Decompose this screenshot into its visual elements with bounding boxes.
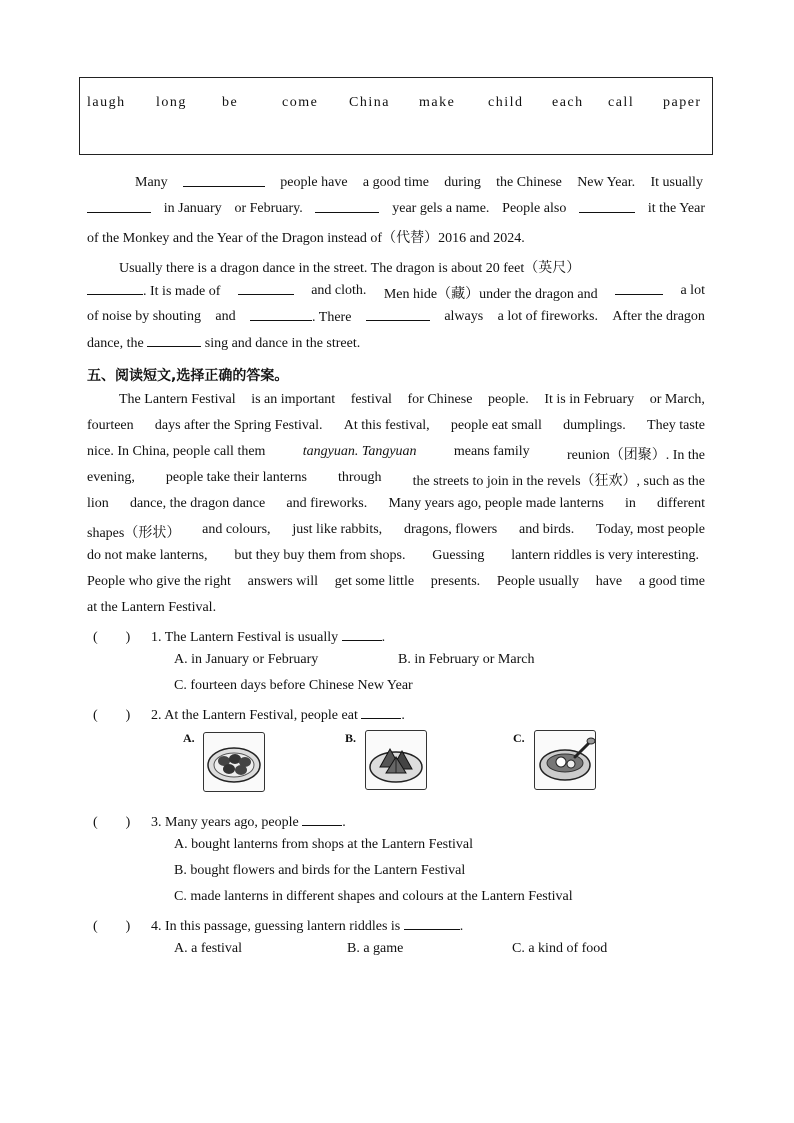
cloze-line: Usually there is a dragon dance in the street. The dragon is about 20 feet（英尺） bbox=[119, 261, 581, 276]
option-c[interactable]: C. fourteen days before Chinese New Year bbox=[174, 678, 413, 693]
word-bank-box bbox=[79, 77, 713, 155]
option-b[interactable]: B. a game bbox=[347, 941, 404, 956]
word-bank-item: be bbox=[222, 95, 239, 110]
answer-paren[interactable]: ( ) bbox=[93, 815, 131, 830]
word-bank-item: come bbox=[282, 95, 319, 110]
option-c-label: C. bbox=[513, 731, 525, 745]
option-b[interactable]: B. in February or March bbox=[398, 652, 535, 667]
blank[interactable] bbox=[315, 201, 379, 213]
answer-paren[interactable]: ( ) bbox=[93, 919, 131, 934]
dumplings-plate-icon[interactable] bbox=[203, 732, 265, 792]
passage-line: lion dance, the dragon dance and fireworks. Many years ago, people made lanterns in different bbox=[87, 496, 705, 511]
option-a-label: A. bbox=[183, 731, 195, 745]
question-stem: 4. In this passage, guessing lantern riddles is bbox=[151, 919, 401, 934]
word-bank-item: paper bbox=[663, 95, 702, 110]
question-1: ( ) 1. The Lantern Festival is usually . bbox=[93, 626, 385, 646]
word-bank-item: China bbox=[349, 95, 390, 110]
blank[interactable] bbox=[366, 309, 430, 321]
passage-line: at the Lantern Festival. bbox=[87, 600, 217, 615]
zongzi-plate-icon[interactable] bbox=[365, 730, 427, 790]
cloze-line: dance, the sing and dance in the street. bbox=[87, 336, 361, 351]
blank[interactable] bbox=[183, 175, 265, 187]
blank bbox=[342, 629, 382, 641]
option-c[interactable]: C. a kind of food bbox=[512, 941, 608, 956]
word-bank-item: laugh bbox=[87, 95, 126, 110]
question-stem: 2. At the Lantern Festival, people eat bbox=[151, 708, 358, 723]
section-heading: 五、阅读短文,选择正确的答案。 bbox=[87, 368, 289, 384]
blank bbox=[404, 918, 460, 930]
blank bbox=[302, 814, 342, 826]
word-bank-item: call bbox=[608, 95, 635, 110]
cloze-line: of the Monkey and the Year of the Dragon instead of（代替）2016 and 2024. bbox=[87, 231, 525, 246]
option-a[interactable]: A. a festival bbox=[174, 941, 243, 956]
option-a[interactable]: A. bought lanterns from shops at the Lantern Festival bbox=[174, 837, 473, 852]
blank[interactable] bbox=[87, 283, 143, 295]
passage-line: nice. In China, people call them tangyuan. Tangyuan means family reunion（团聚）. In the bbox=[87, 444, 705, 463]
blank[interactable] bbox=[238, 283, 294, 295]
passage-line: People who give the right answers will get some little presents. People usually have a good time bbox=[87, 574, 705, 589]
word-bank-item: each bbox=[552, 95, 584, 110]
cloze-line: in January or February. year gels a name. People also it the Year bbox=[87, 201, 705, 217]
word-bank-item: long bbox=[156, 95, 187, 110]
question-2: ( ) 2. At the Lantern Festival, people eat . bbox=[93, 704, 405, 724]
option-a[interactable]: A. in January or February bbox=[174, 652, 319, 667]
blank[interactable] bbox=[615, 283, 663, 295]
word-bank-item: make bbox=[419, 95, 456, 110]
option-c[interactable]: C. made lanterns in different shapes and colours at the Lantern Festival bbox=[174, 889, 573, 904]
question-3: ( ) 3. Many years ago, people . bbox=[93, 811, 346, 831]
passage-line: do not make lanterns, but they buy them from shops. Guessing lantern riddles is very interesting. bbox=[87, 548, 699, 563]
option-b[interactable]: B. bought flowers and birds for the Lantern Festival bbox=[174, 863, 466, 878]
blank[interactable] bbox=[579, 201, 635, 213]
answer-paren[interactable]: ( ) bbox=[93, 708, 131, 723]
question-stem: 3. Many years ago, people bbox=[151, 815, 299, 830]
answer-paren[interactable]: ( ) bbox=[93, 630, 131, 645]
blank bbox=[361, 707, 401, 719]
blank[interactable] bbox=[87, 201, 151, 213]
passage-line: The Lantern Festival is an important festival for Chinese people. It is in February or March, bbox=[119, 392, 705, 407]
cloze-line: Many people have a good time during the Chinese New Year. It usually bbox=[135, 175, 703, 190]
passage-line: fourteen days after the Spring Festival. At this festival, people eat small dumplings. They taste bbox=[87, 418, 705, 433]
tangyuan-bowl-icon[interactable] bbox=[534, 730, 596, 790]
question-stem: 1. The Lantern Festival is usually bbox=[151, 630, 339, 645]
blank[interactable] bbox=[147, 335, 201, 347]
blank[interactable] bbox=[250, 309, 312, 321]
option-b-label: B. bbox=[345, 731, 357, 745]
passage-line: evening, people take their lanterns through the streets to join in the revels（狂欢）, such as the bbox=[87, 470, 705, 489]
word-bank-item: child bbox=[488, 95, 524, 110]
question-4: ( ) 4. In this passage, guessing lantern riddles is . bbox=[93, 915, 463, 935]
cloze-line: of noise by shouting and . There always a lot of fireworks. After the dragon bbox=[87, 309, 705, 325]
cloze-line: . It is made of and cloth. Men hide（藏）under the dragon and a lot bbox=[87, 283, 705, 303]
passage-line: shapes（形状） and colours, just like rabbits, dragons, flowers and birds. Today, most people bbox=[87, 522, 705, 541]
